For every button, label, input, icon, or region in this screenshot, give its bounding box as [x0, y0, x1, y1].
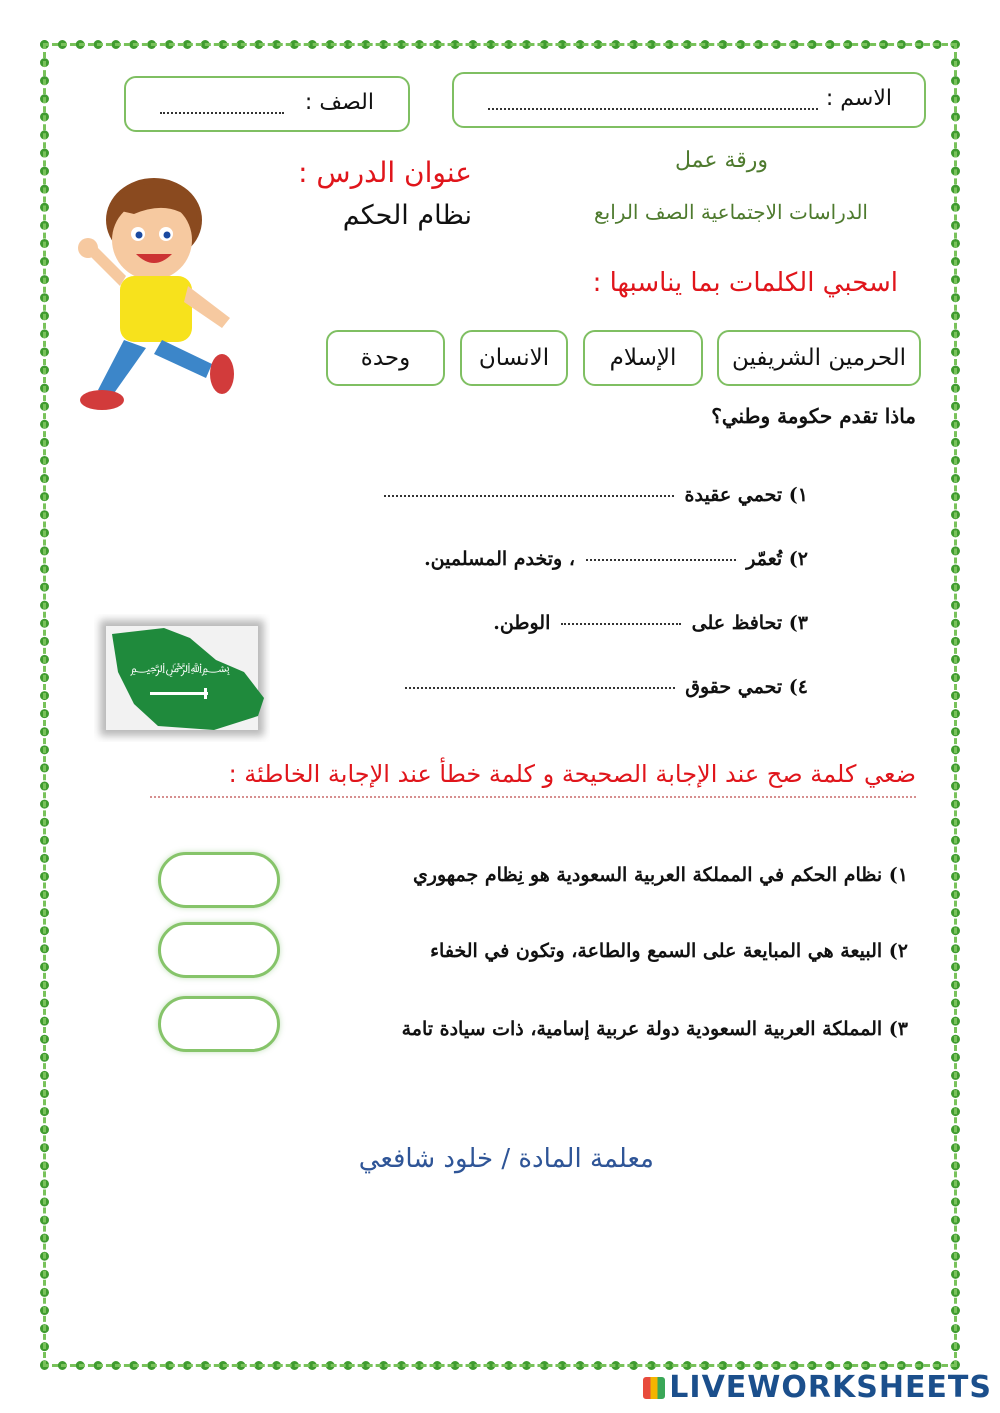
class-input[interactable] — [160, 112, 284, 114]
name-box — [452, 72, 926, 128]
lesson-name: نظام الحكم — [342, 200, 472, 231]
word-chip-label: الإسلام — [609, 345, 677, 371]
subject-line: الدراسات الاجتماعية الصف الرابع — [594, 200, 868, 224]
tf-answer-1[interactable] — [158, 852, 280, 908]
drag-question: ماذا تقدم حكومة وطني؟ — [711, 404, 916, 428]
tf-item-2 — [430, 940, 908, 962]
class-label: الصف : — [304, 90, 374, 115]
item-text: تحافظ على — [691, 612, 783, 634]
item-number: ١) — [788, 484, 808, 506]
word-chip-label: الانسان — [478, 345, 550, 371]
brand-logo[interactable] — [643, 1370, 992, 1405]
word-chip-human[interactable] — [460, 330, 568, 386]
item-text-after: الوطن. — [493, 612, 551, 634]
class-box — [124, 76, 410, 132]
item-number: ٢) — [788, 548, 808, 570]
drop-zone-1[interactable] — [384, 495, 674, 497]
name-input[interactable] — [488, 108, 818, 110]
fill-item-1 — [380, 484, 808, 506]
worksheet-title: ورقة عمل — [674, 148, 768, 173]
running-boy-illustration — [62, 168, 252, 420]
item-number: ١) — [888, 864, 908, 886]
lesson-title-label: عنوان الدرس : — [298, 156, 472, 189]
word-chip-unity[interactable] — [326, 330, 445, 386]
tf-item-3 — [402, 1018, 908, 1040]
item-text: تُعمّر — [746, 548, 783, 570]
tf-item-1 — [413, 864, 908, 886]
item-number: ٣) — [888, 1018, 908, 1040]
brand-icon — [643, 1377, 665, 1399]
fill-item-4 — [401, 676, 808, 698]
drag-instruction: اسحبي الكلمات بما يناسبها : — [592, 268, 898, 298]
tf-answer-3[interactable] — [158, 996, 280, 1052]
word-chip-islam[interactable] — [583, 330, 703, 386]
item-number: ٢) — [888, 940, 908, 962]
name-label: الاسم : — [825, 86, 892, 111]
drop-zone-4[interactable] — [405, 687, 675, 689]
drop-zone-2[interactable] — [586, 559, 736, 561]
word-chip-label: الحرمين الشريفين — [731, 345, 907, 371]
word-chip-holy-mosques[interactable] — [717, 330, 921, 386]
item-text: تحمي عقيدة — [684, 484, 783, 506]
item-text: البيعة هي المبايعة على السمع والطاعة، وتكون في الخفاء — [430, 940, 883, 962]
fill-item-2 — [424, 548, 808, 570]
svg-text:﷽: ﷽ — [130, 661, 230, 676]
word-chip-label: وحدة — [360, 345, 411, 371]
item-text-after: ، وتخدم المسلمين. — [424, 548, 575, 570]
tf-instruction-underline — [150, 796, 916, 798]
item-number: ٣) — [788, 612, 808, 634]
fill-item-3 — [493, 612, 808, 634]
item-text: نظام الحكم في المملكة العربية السعودية هو نِظام جمهوري — [412, 864, 883, 886]
brand-name: LIVEWORKSHEETS — [669, 1370, 992, 1405]
item-text: تحمي حقوق — [685, 676, 783, 698]
tf-answer-2[interactable] — [158, 922, 280, 978]
saudi-map-illustration — [94, 614, 270, 742]
drop-zone-3[interactable] — [561, 623, 681, 625]
tf-instruction: ضعي كلمة صح عند الإجابة الصحيحة و كلمة خطأ عند الإجابة الخاطئة : — [228, 760, 916, 788]
teacher-signature: معلمة المادة / خلود شافعي — [358, 1144, 654, 1174]
item-number: ٤) — [788, 676, 808, 698]
item-text: المملكة العربية السعودية دولة عربية إسامية، ذات سيادة تامة — [401, 1018, 883, 1040]
